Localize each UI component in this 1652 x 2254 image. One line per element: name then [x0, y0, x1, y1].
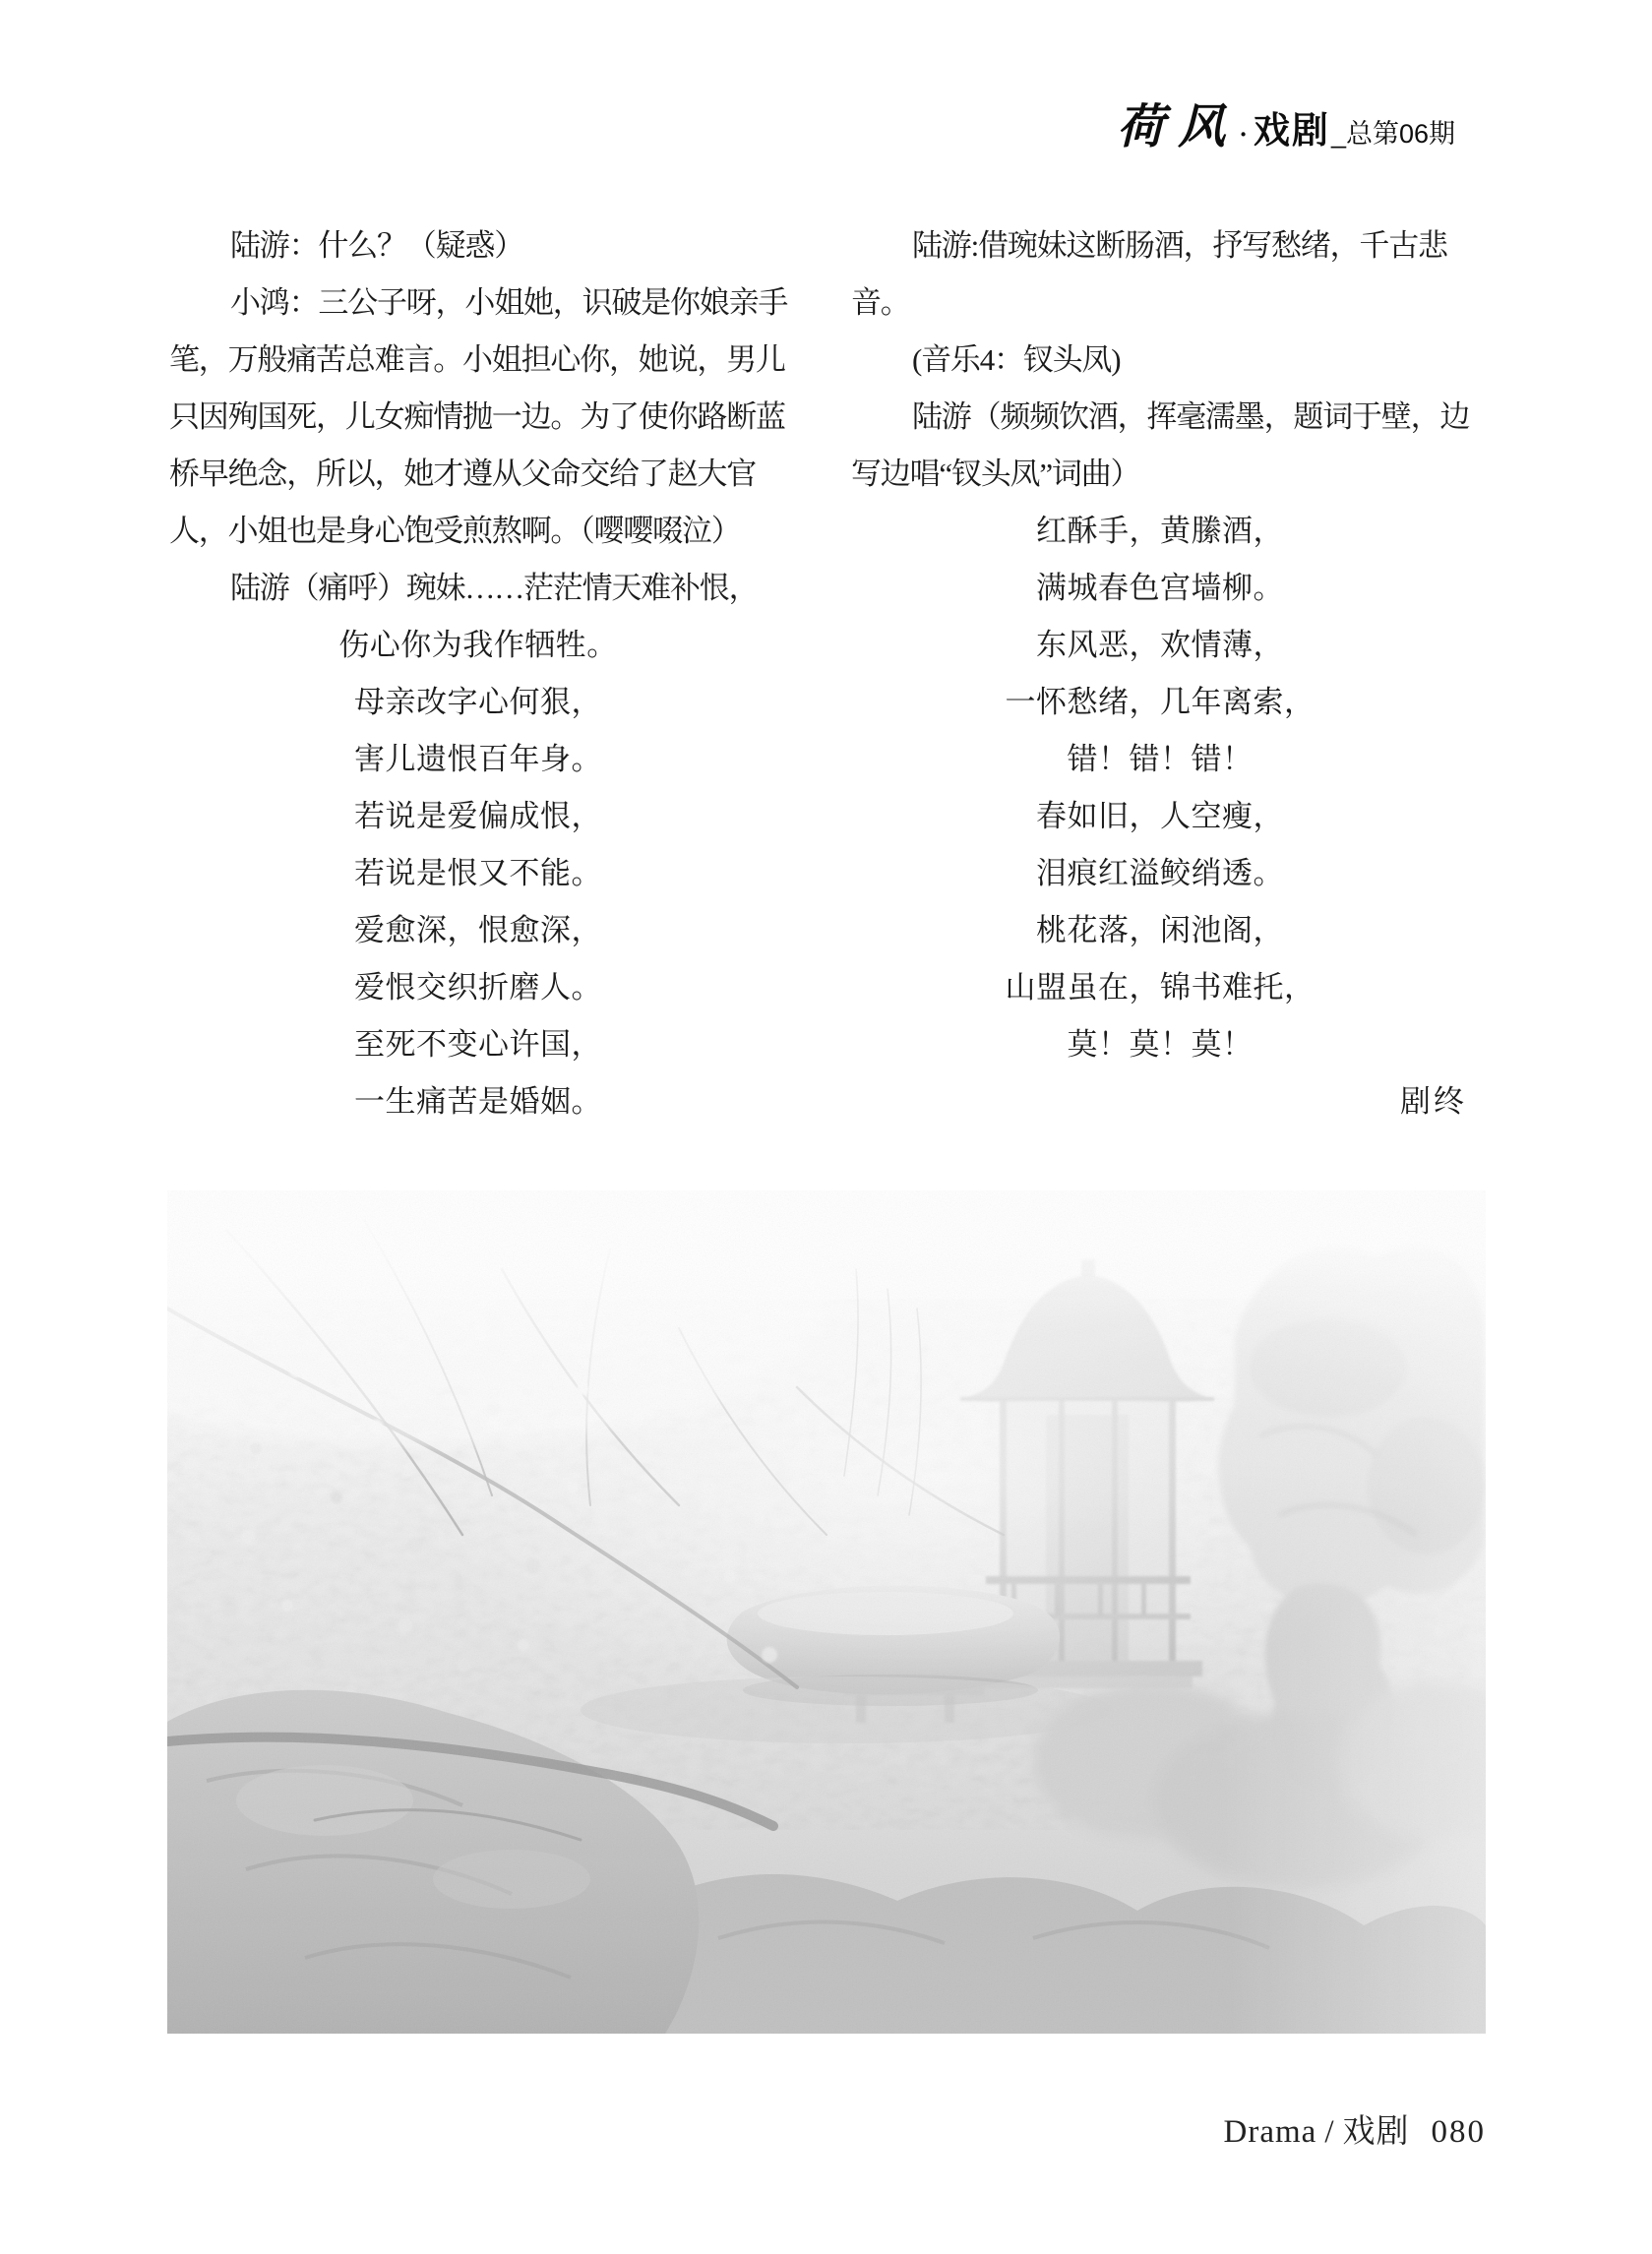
poem-line: 爱恨交织折磨人。	[354, 970, 602, 1005]
garden-photo	[167, 1190, 1486, 2034]
poem-line: 害儿遗恨百年身。	[354, 742, 602, 776]
footer-label-en: Drama	[1223, 2114, 1317, 2150]
issue-number: _总第06期	[1330, 119, 1455, 149]
script-line: 小鸿：三公子呀，小姐她，识破是你娘亲手	[230, 285, 788, 320]
garden-photo-illustration	[167, 1190, 1486, 2034]
script-line: 人，小姐也是身心饱受煎熬啊。（嘤嘤啜泣）	[169, 514, 741, 548]
poem-line: 母亲改字心何狠，	[354, 685, 602, 719]
stage-direction-line: (音乐4：钗头凤)	[912, 342, 1121, 377]
poem-line: 春如旧，人空瘦，	[1036, 799, 1284, 833]
poem-line: 红酥手，黄縢酒，	[1036, 514, 1284, 548]
page-footer	[1224, 2105, 1486, 2152]
script-line: 陆游：什么？（疑惑）	[230, 228, 523, 263]
poem-line: 桃花落，闲池阁，	[1036, 913, 1284, 947]
script-line: 陆游（频频饮酒，挥毫濡墨，题词于壁，边	[912, 399, 1470, 434]
script-line: 只因殉国死，儿女痴情抛一边。为了使你路断蓝	[169, 399, 785, 434]
script-line: 写边唱“钗头凤”词曲）	[851, 457, 1140, 491]
footer-label-zh: 戏剧	[1342, 2114, 1410, 2150]
script-line: 陆游（痛呼）琬妹……茫茫情天难补恨，	[230, 571, 759, 605]
left-column	[169, 217, 787, 1130]
script-line: 桥早绝念，所以，她才遵从父命交给了赵大官	[169, 457, 756, 491]
poem-line: 伤心你为我作牺牲。	[338, 628, 618, 662]
photo-grain	[167, 1190, 1486, 2034]
poem-line: 若说是爱偏成恨，	[354, 799, 602, 833]
poem-line: 爱愈深，恨愈深，	[354, 913, 602, 947]
section-title: 戏剧	[1253, 110, 1330, 151]
poem-line: 至死不变心许国，	[354, 1027, 602, 1062]
end-of-play-label: 剧终	[1400, 1084, 1467, 1119]
poem-line: 一生痛苦是婚姻。	[354, 1084, 602, 1119]
poem-line: 莫！莫！莫！	[1067, 1027, 1254, 1062]
header-dot-separator: ·	[1239, 120, 1248, 149]
poem-line: 满城春色宫墙柳。	[1036, 571, 1284, 605]
right-column	[851, 217, 1469, 1130]
poem-line: 泪痕红溢鲛绡透。	[1036, 856, 1284, 890]
script-line: 陆游:借琬妹这断肠酒，抒写愁绪，千古悲	[912, 228, 1447, 263]
script-line: 笔，万般痛苦总难言。小姐担心你，她说，男儿	[169, 342, 785, 377]
poem-line: 东风恶，欢情薄，	[1036, 628, 1284, 662]
script-text-columns	[169, 217, 1469, 1130]
poem-line: 山盟虽在，锦书难托，	[1005, 970, 1315, 1005]
script-line: 音。	[851, 285, 910, 320]
page-number: 080	[1431, 2114, 1486, 2150]
poem-line: 错！错！错！	[1067, 742, 1254, 776]
poem-line: 一怀愁绪，几年离索，	[1005, 685, 1315, 719]
poem-line: 若说是恨又不能。	[354, 856, 602, 890]
page-header	[1117, 101, 1455, 153]
magazine-brand-calligraphy: 荷风	[1117, 101, 1240, 153]
footer-slash: /	[1324, 2114, 1335, 2150]
